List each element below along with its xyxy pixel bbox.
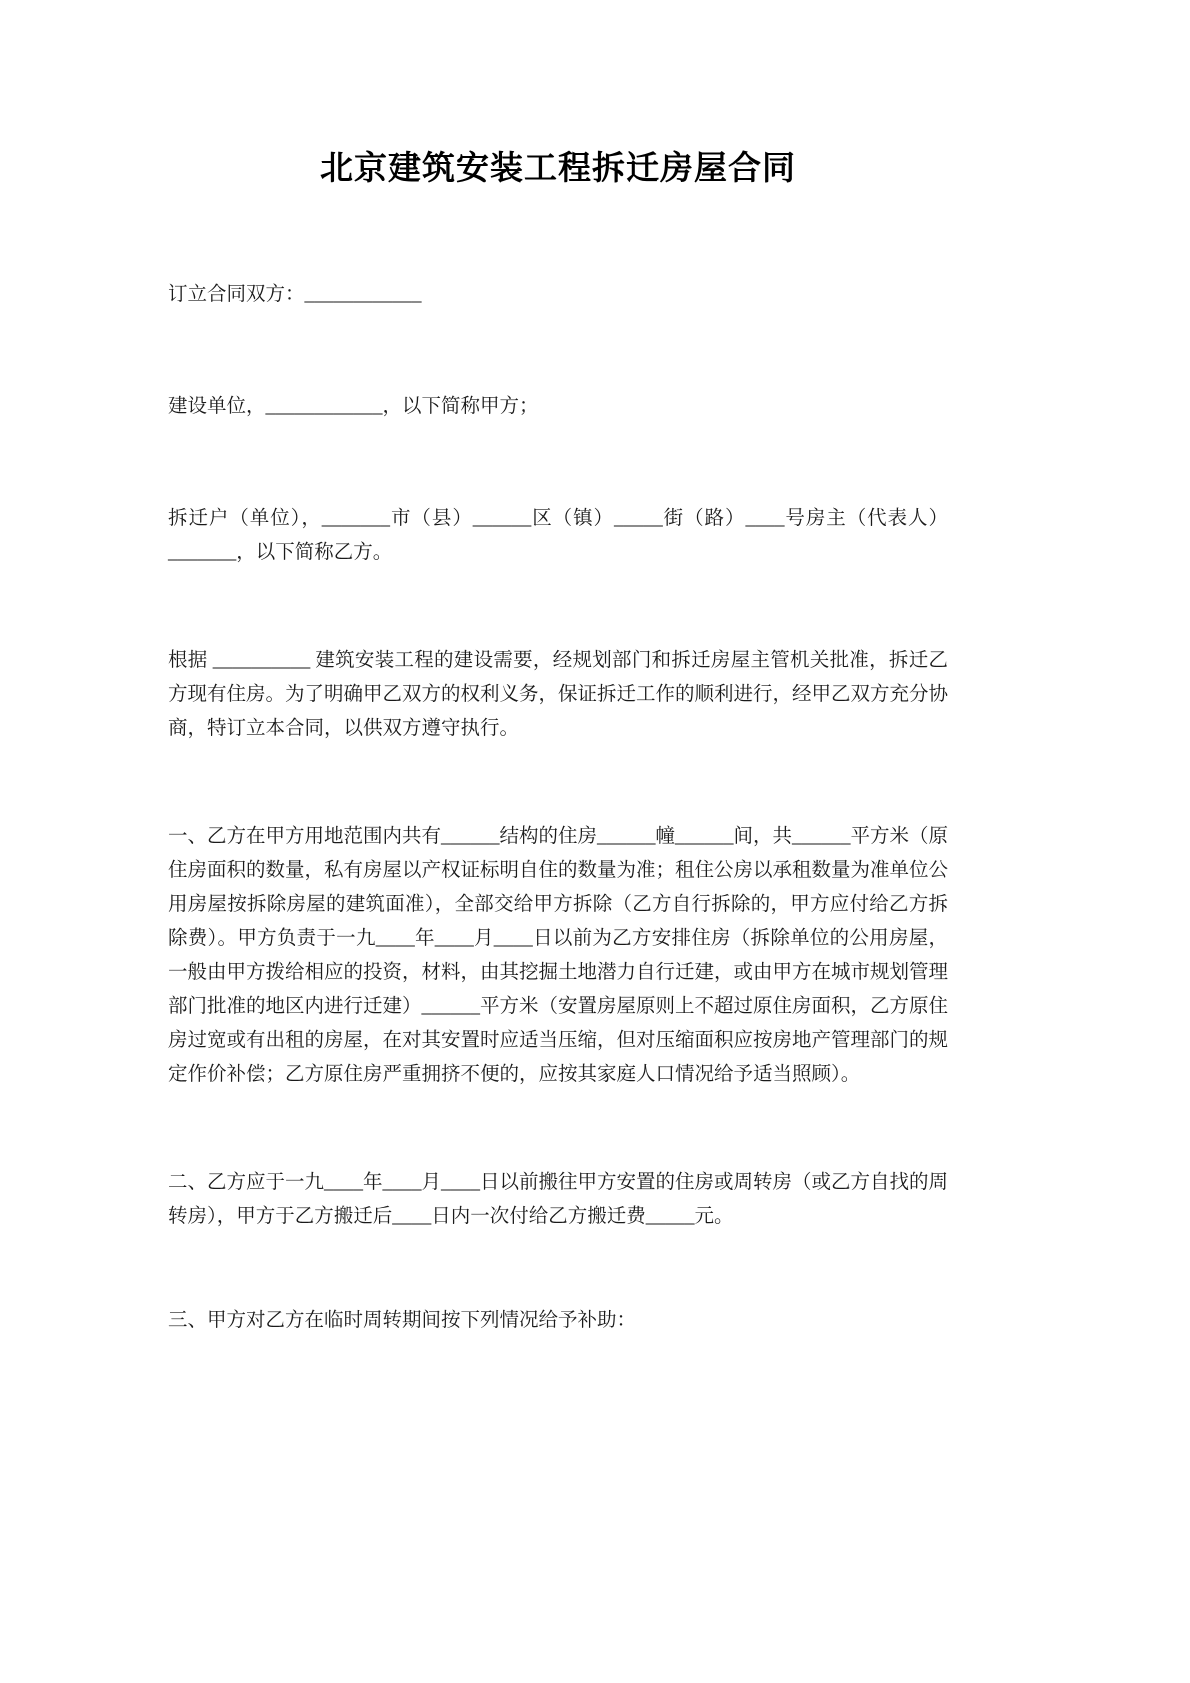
page-title: 北京建筑安装工程拆迁房屋合同 bbox=[320, 151, 796, 187]
spacer-after-clause-one bbox=[168, 1092, 948, 1166]
document-body bbox=[168, 0, 948, 1338]
clause-one-paragraph: 一、乙方在甲方用地范围内共有______结构的住房______幢______间，共______平方米（原住房面积的数量，私有房屋以产权证标明自住的数量为准；租住公房以承租数量为准单位公用房屋按拆除房屋的建筑面准），全部交给甲方拆除（乙方自行拆除的，甲方应付给乙方拆除费）。甲方负责于一九____年____月____日以前为乙方安排住房（拆除单位的公用房屋，一般由甲方拨给相应的投资，材料，由其挖掘土地潜力自行迁建，或由甲方在城市规划管理部门批准的地区内进行迁建）______平方米（安置房屋原则上不超过原住房面积，乙方原住房过宽或有出租的房屋，在对其安置时应适当压缩，但对压缩面积应按房地产管理部门的规定作价补偿；乙方原住房严重拥挤不便的，应按其家庭人口情况给予适当照顾）。 bbox=[168, 825, 949, 1085]
spacer-after-parties-heading bbox=[168, 312, 948, 390]
clause-two-paragraph: 二、乙方应于一九____年____月____日以前搬往甲方安置的住房或周转房（或乙方自找的周转房），甲方于乙方搬迁后____日内一次付给乙方搬迁费_____元。 bbox=[168, 1171, 949, 1227]
spacer-after-party-b bbox=[168, 570, 948, 644]
spacer-after-title bbox=[168, 190, 948, 278]
preamble-paragraph: 根据 __________ 建筑安装工程的建设需要，经规划部门和拆迁房屋主管机关批准，拆迁乙方现有住房。为了明确甲乙双方的权利义务，保证拆迁工作的顺利进行，经甲乙双方充分协商，特订立本合同，以供双方遵守执行。 bbox=[168, 649, 949, 739]
spacer-after-clause-two bbox=[168, 1234, 948, 1304]
spacer-after-party-a bbox=[168, 424, 948, 502]
spacer-after-preamble bbox=[168, 746, 948, 820]
clause-three-paragraph: 三、甲方对乙方在临时周转期间按下列情况给予补助： bbox=[168, 1309, 637, 1331]
party-b-paragraph: 拆迁户（单位），_______市（县）______区（镇）_____街（路）____号房主（代表人）_______，以下简称乙方。 bbox=[168, 507, 948, 563]
party-a-paragraph: 建设单位，____________，以下简称甲方； bbox=[168, 395, 539, 417]
parties-heading-paragraph: 订立合同双方：____________ bbox=[168, 283, 422, 305]
